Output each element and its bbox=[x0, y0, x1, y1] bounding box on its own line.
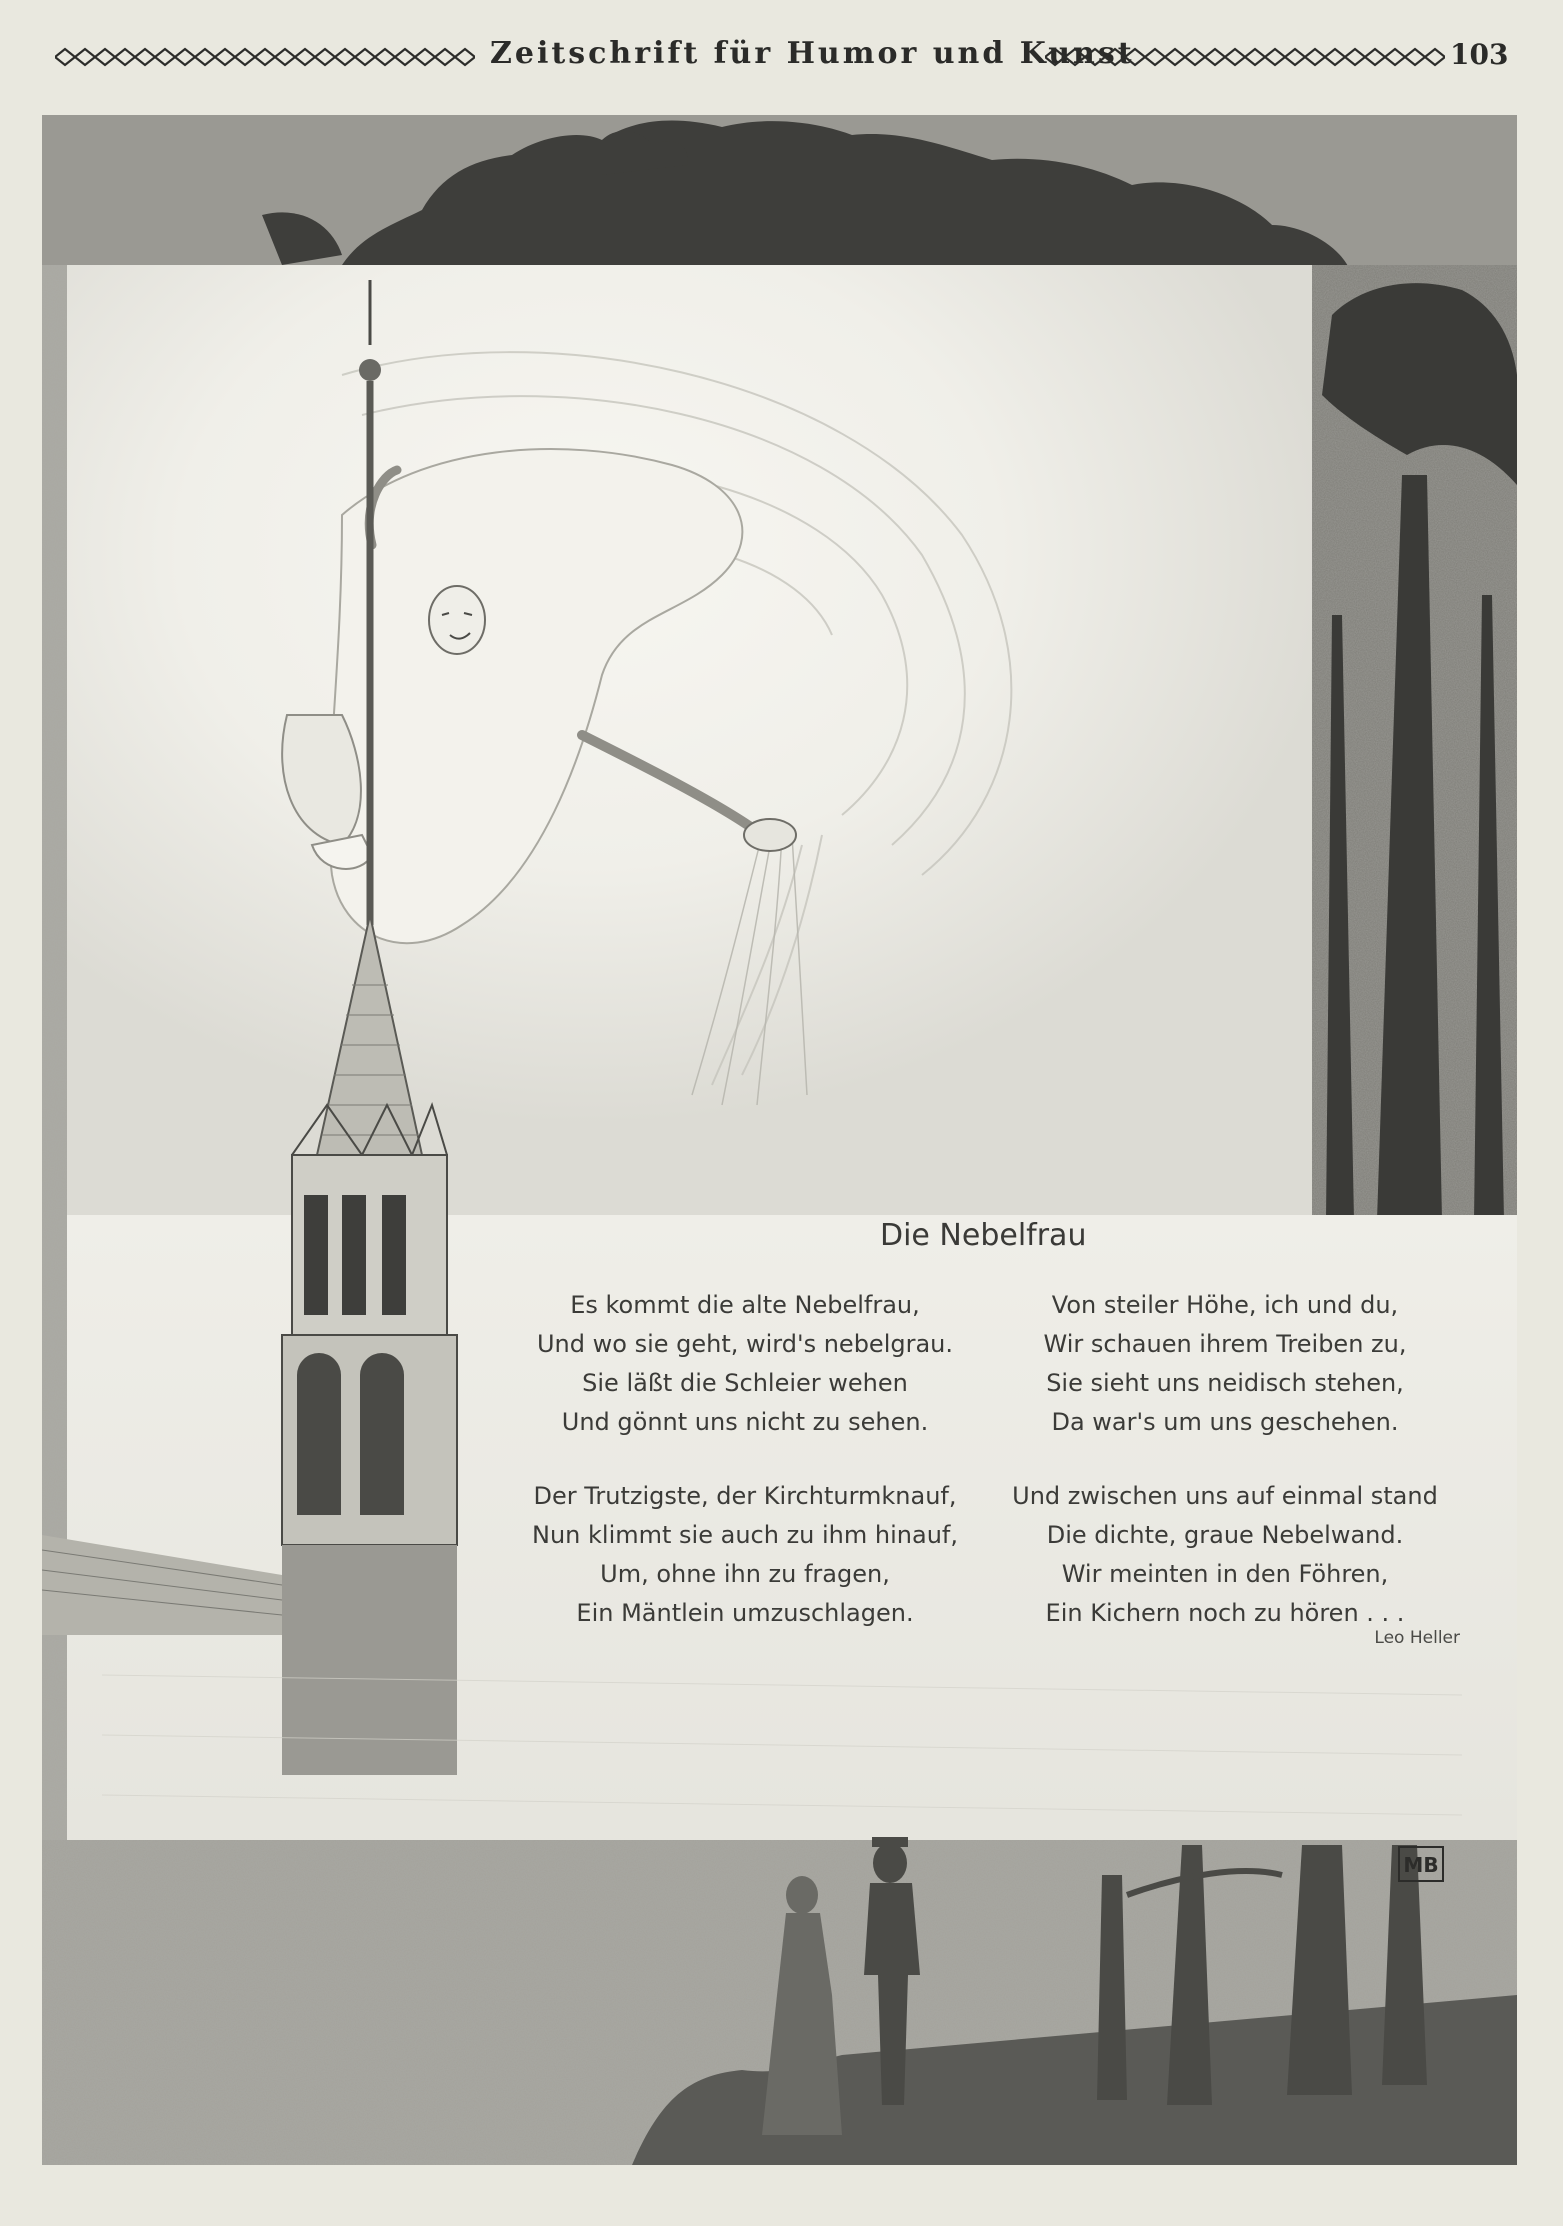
poem-line: Um, ohne ihn zu fragen, bbox=[600, 1560, 890, 1588]
stanza-4 bbox=[990, 1477, 1460, 1633]
poem-line: Ein Mäntlein umzuschlagen. bbox=[576, 1599, 914, 1627]
poem-line: Und zwischen uns auf einmal stand bbox=[1012, 1482, 1438, 1510]
stanza-3 bbox=[510, 1477, 980, 1633]
poem-line: Von steiler Höhe, ich und du, bbox=[1051, 1291, 1399, 1319]
poem-line: Da war's um uns geschehen. bbox=[1051, 1408, 1399, 1436]
illustration bbox=[42, 115, 1517, 2165]
poem-line: Wir meinten in den Föhren, bbox=[1061, 1560, 1389, 1588]
journal-title: Zeitschrift für Humor und Kunst bbox=[490, 36, 1135, 71]
poem-line: Die dichte, graue Nebelwand. bbox=[1046, 1521, 1404, 1549]
poem-author: Leo Heller bbox=[1374, 1628, 1460, 1648]
stanza-1 bbox=[510, 1286, 980, 1442]
poem-line: Es kommt die alte Nebelfrau, bbox=[570, 1291, 920, 1319]
monogram-text: MB bbox=[1403, 1853, 1439, 1877]
header-ornament-left bbox=[55, 44, 475, 70]
poem-line: Und wo sie geht, wird's nebelgrau. bbox=[536, 1330, 954, 1358]
fog-sky bbox=[67, 265, 1312, 1220]
page-number: 103 bbox=[1450, 38, 1509, 71]
poem-line: Sie läßt die Schleier wehen bbox=[582, 1369, 908, 1397]
stanza-2 bbox=[990, 1286, 1460, 1442]
poem-title: Die Nebelfrau bbox=[880, 1218, 1087, 1253]
poem-line: Der Trutzigste, der Kirchturmknauf, bbox=[533, 1482, 957, 1510]
poem-line: Und gönnt uns nicht zu sehen. bbox=[561, 1408, 929, 1436]
poem-line: Nun klimmt sie auch zu ihm hinauf, bbox=[532, 1521, 958, 1549]
poem-line: Wir schauen ihrem Treiben zu, bbox=[1043, 1330, 1407, 1358]
artist-monogram bbox=[1398, 1846, 1444, 1882]
header-ornament-right bbox=[1045, 44, 1445, 70]
poem-line: Ein Kichern noch zu hören . . . bbox=[1045, 1599, 1405, 1627]
poem-line: Sie sieht uns neidisch stehen, bbox=[1046, 1369, 1404, 1397]
